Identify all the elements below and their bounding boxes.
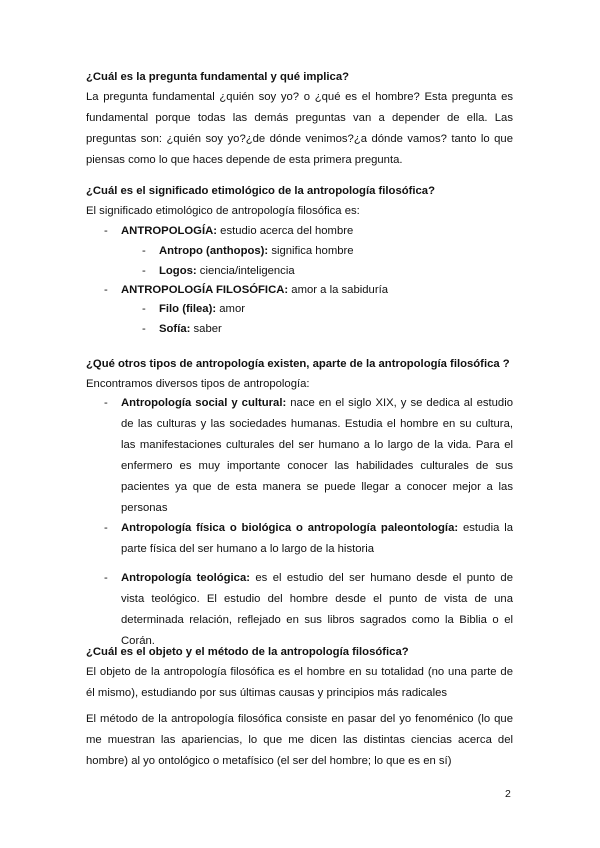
section-heading: ¿Qué otros tipos de antropología existen, aparte de la antropología filosófica ? <box>86 358 510 370</box>
list-dash: - <box>142 265 146 277</box>
paragraph: El significado etimológico de antropología filosófica es: <box>86 205 360 217</box>
list-desc: estudia la parte física del ser humano a lo largo de la historia <box>121 522 514 555</box>
list-dash: - <box>104 397 108 409</box>
list-term: Sofía: <box>159 323 191 335</box>
section-heading: ¿Cuál es la pregunta fundamental y qué implica? <box>86 71 350 83</box>
section-heading: ¿Cuál es el significado etimológico de la antropología filosófica? <box>86 185 435 197</box>
list-term: Logos: <box>159 265 197 277</box>
list-term: ANTROPOLOGÍA: <box>121 225 218 237</box>
list-desc: estudio acerca del hombre <box>217 225 354 237</box>
list-dash: - <box>104 284 108 296</box>
list-dash: - <box>104 522 108 534</box>
list-term: Antropo (anthopos): <box>159 245 269 257</box>
list-term: Antropología teológica: <box>121 572 251 584</box>
list-dash: - <box>142 303 146 315</box>
list-desc: ciencia/inteligencia <box>196 265 295 277</box>
paragraph: La pregunta fundamental ¿quién soy yo? o ¿qué es el hombre? Esta pregunta es fundamental porque todas las demás preguntas van a depender de ella. Las preguntas son: ¿quién soy yo?¿de dónde venimos?¿a dónde vamos? tanto lo que piensas como lo que haces depende de esta primera pregunta. <box>86 91 513 166</box>
list-desc: saber <box>190 323 222 335</box>
list-term: Filo (filea): <box>159 303 217 315</box>
list-dash: - <box>104 225 108 237</box>
page-number: 2 <box>505 788 511 800</box>
list-desc: nace en el siglo XIX, y se dedica al estudio de las culturas y las sociedades humanas. Estudia el hombre en su cultura, las manifestaciones culturales del ser humano a lo largo de la vida. Para el enfermero es muy importante conocer las habilidades culturales de sus pacientes ya que de esta manera se puede llegar a conocer mejor a las personas <box>121 397 513 514</box>
paragraph: Encontramos diversos tipos de antropología: <box>86 378 310 390</box>
list-dash: - <box>142 245 146 257</box>
list-desc: amor <box>216 303 245 315</box>
paragraph: El objeto de la antropología filosófica es el hombre en su totalidad (no una parte de él mismo), estudiando por sus últimas causas y principios más radicales <box>86 666 513 699</box>
list-dash: - <box>142 323 146 335</box>
section-heading: ¿Cuál es el objeto y el método de la antropología filosófica? <box>86 646 409 658</box>
list-term: Antropología física o biológica o antropología paleontología: <box>121 522 459 534</box>
list-desc: amor a la sabiduría <box>288 284 388 296</box>
list-dash: - <box>104 572 108 584</box>
list-desc: es el estudio del ser humano desde el punto de vista teológico. El estudio del hombre desde el punto de vista de una determinada relación, reflejado en sus libros sagrados como la Biblia o el Corán. <box>121 572 513 647</box>
list-term: ANTROPOLOGÍA FILOSÓFICA: <box>121 284 289 296</box>
list-desc: significa hombre <box>268 245 354 257</box>
paragraph: El método de la antropología filosófica consiste en pasar del yo fenoménico (lo que me muestran las apariencias, lo que me dicen las distintas ciencias acerca del hombre) al yo ontológico o metafísico (el ser del hombre; lo que es en sí) <box>86 713 513 767</box>
list-term: Antropología social y cultural: <box>121 397 287 409</box>
